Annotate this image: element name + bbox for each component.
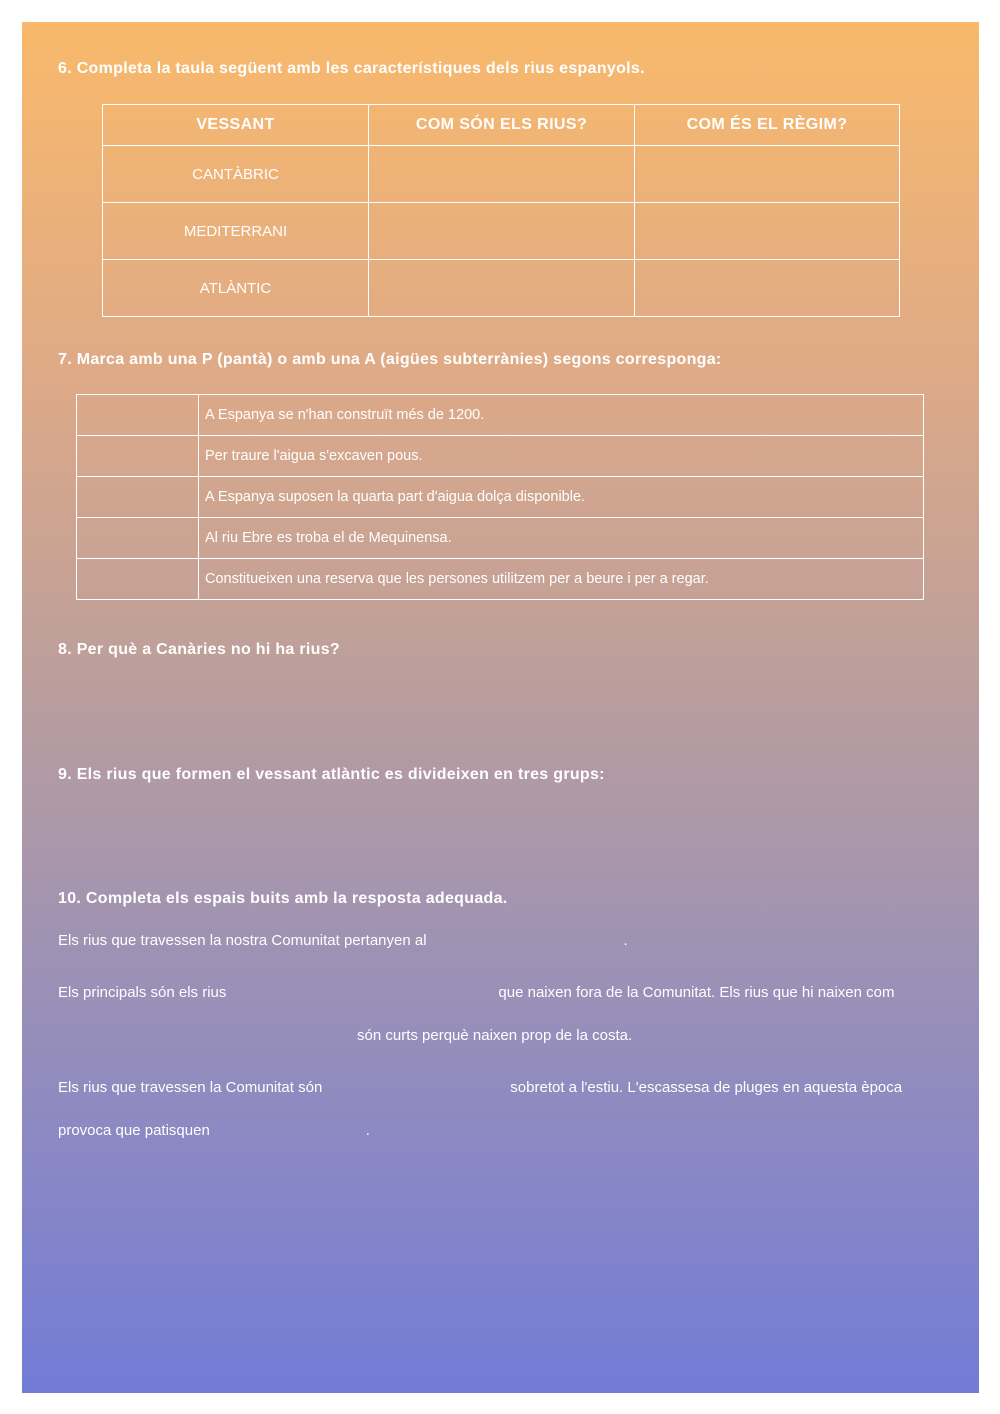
answer-cell[interactable] [369, 260, 635, 317]
statement: A Espanya se n'han construït més de 1200. [199, 395, 924, 436]
statement: Per traure l'aigua s'excaven pous. [199, 436, 924, 477]
statement: Al riu Ebre es troba el de Mequinensa. [199, 518, 924, 559]
answer-cell[interactable] [635, 260, 900, 317]
table-row [77, 395, 924, 436]
worksheet-page [22, 22, 979, 1393]
row-label: MEDITERRANI [103, 203, 369, 260]
pa-table [76, 394, 924, 600]
header-regim: COM ÉS EL RÈGIM? [635, 105, 900, 146]
answer-cell[interactable] [77, 477, 199, 518]
header-vessant: VESSANT [103, 105, 369, 146]
table-row [103, 203, 900, 260]
row-label: CANTÀBRIC [103, 146, 369, 203]
question-10-title: 10. Completa els espais buits amb la resposta adequada. [58, 890, 508, 907]
sentence-5 [58, 1122, 370, 1139]
question-9-title: 9. Els rius que formen el vessant atlàntic es divideixen en tres grups: [58, 766, 605, 783]
answer-cell[interactable] [369, 203, 635, 260]
answer-cell[interactable] [635, 146, 900, 203]
answer-cell[interactable] [77, 395, 199, 436]
sentence-3: són curts perquè naixen prop de la costa. [357, 1027, 633, 1044]
answer-cell[interactable] [77, 436, 199, 477]
sentence-text: Els principals són els rius [58, 984, 227, 1001]
sentence-text: sobretot a l'estiu. L'escassesa de pluges en aquesta època [510, 1079, 903, 1096]
table-header-row [103, 105, 900, 146]
answer-cell[interactable] [77, 518, 199, 559]
sentence-2 [58, 984, 894, 1001]
table-row [77, 436, 924, 477]
table-row [77, 518, 924, 559]
statement: A Espanya suposen la quarta part d'aigua dolça disponible. [199, 477, 924, 518]
table-row [77, 559, 924, 600]
sentence-text: . [623, 932, 628, 949]
question-8-title: 8. Per què a Canàries no hi ha rius? [58, 641, 340, 658]
answer-cell[interactable] [369, 146, 635, 203]
header-rius: COM SÓN ELS RIUS? [369, 105, 635, 146]
sentence-text: . [365, 1122, 370, 1139]
sentence-text: que naixen fora de la Comunitat. Els rius que hi naixen com [498, 984, 895, 1001]
sentence-text: provoca que patisquen [58, 1122, 210, 1139]
table-row [103, 146, 900, 203]
row-label: ATLÀNTIC [103, 260, 369, 317]
sentence-text: Els rius que travessen la nostra Comunitat pertanyen al [58, 932, 427, 949]
table-row [103, 260, 900, 317]
question-6-title: 6. Completa la taula següent amb les característiques dels rius espanyols. [58, 60, 645, 77]
rivers-table [102, 104, 900, 317]
answer-cell[interactable] [77, 559, 199, 600]
sentence-text: Els rius que travessen la Comunitat són [58, 1079, 323, 1096]
question-7-title: 7. Marca amb una P (pantà) o amb una A (aigües subterrànies) segons corresponga: [58, 351, 722, 368]
statement: Constitueixen una reserva que les persones utilitzem per a beure i per a regar. [199, 559, 924, 600]
sentence-1 [58, 932, 628, 949]
table-row [77, 477, 924, 518]
answer-cell[interactable] [635, 203, 900, 260]
sentence-4 [58, 1079, 902, 1096]
